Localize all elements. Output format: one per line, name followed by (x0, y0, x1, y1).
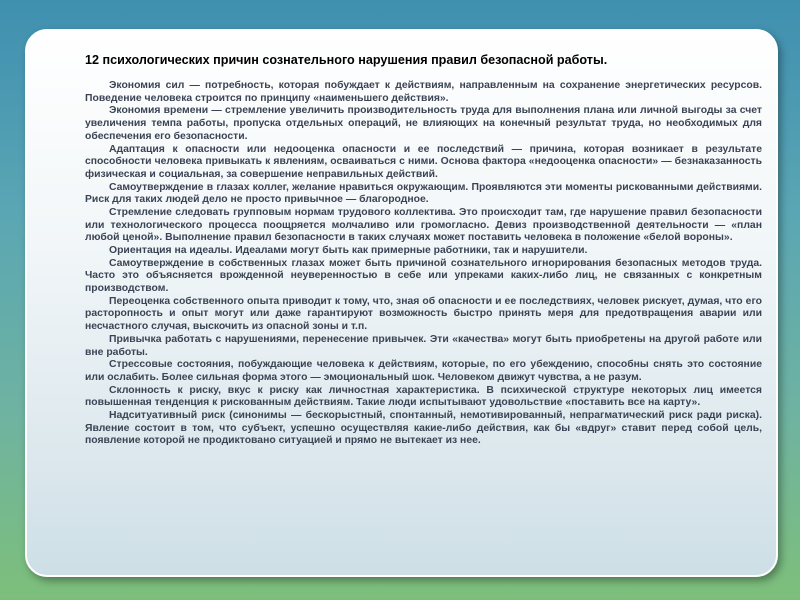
paragraph-group-norms: Стремление следовать групповым нормам трудового коллектива. Это происходит там, где нарушение правил безопасности или технологического процесса поощряется молчаливо или громогласно. Девиз производственной деятельности — «план любой ценой». Выполнение правил безопасности в таких случаях может поставить человека в положение «белой вороны». (85, 206, 762, 244)
paragraph-self-assertion-colleagues: Самоутверждение в глазах коллег, желание нравиться окружающим. Проявляются эти моменты рискованными действиями. Риск для таких людей дело не просто привычное — благородное. (85, 181, 762, 206)
paragraph-risk-propensity: Склонность к риску, вкус к риску как личностная характеристика. В психической структуре некоторых лиц имеется повышенная тенденция к рискованным действиям. Такие люди испытывают удовольствие «поставить все на карту». (85, 384, 762, 409)
paragraph-economy-of-effort: Экономия сил — потребность, которая побуждает к действиям, направленным на сохранение энергетических ресурсов. Поведение человека строится по принципу «наименьшего действия». (85, 80, 762, 104)
slide-panel (25, 29, 778, 577)
slide-content (85, 80, 762, 448)
paragraph-danger-adaptation: Адаптация к опасности или недооценка опасности и ее последствий — причина, которая возникает в результате способности человека привыкать к явлениям, осваиваться с ними. Основа фактора «недооценка опасности» — безнаказанность физическая и социальная, за совершение неправильных действий. (85, 143, 762, 180)
paragraph-ideals-orientation: Ориентация на идеалы. Идеалами могут быть как примерные работники, так и нарушители. (109, 245, 588, 257)
paragraph-experience-overestimation: Переоценка собственного опыта приводит к тому, что, зная об опасности и ее последствиях, человек рискует, думая, что его расторопность и опыт могут или даже гарантируют возможность быстро принять меря для предотвращения аварии или несчастного случая, выскочить из опасной зоны и т.п. (85, 295, 762, 333)
paragraph-habit-violations: Привычка работать с нарушениями, перенесение привычек. Эти «качества» могут быть приобретены на другой работе или вне работы. (85, 333, 762, 358)
paragraph-self-assertion-own: Самоутверждение в собственных глазах может быть причиной сознательного игнорирования безопасных методов труда. Часто это объясняется врожденной неуверенностью в себе или упреками каких-либо лиц, не связанных с конкретным производством. (85, 257, 762, 295)
paragraph-suprasituational-risk: Надситуативный риск (синонимы — бескорыстный, спонтанный, немотивированный, непрагматический риск ради риска). Явление состоит в том, что субъект, успешно осуществляя какие-либо действия, как бы «вдруг» ставит перед собой цель, появление которой не продиктовано ситуацией и прямо не вытекает из нее. (85, 409, 762, 447)
slide-title: 12 психологических причин сознательного нарушения правил безопасной работы. (85, 53, 608, 67)
paragraph-economy-of-time: Экономия времени — стремление увеличить производительность труда для выполнения плана или личной выгоды за счет увеличения темпа работы, пропуска отдельных операций, не влияющих на конечный результат труда, но необходимых для обеспечения его безопасности. (85, 105, 762, 142)
paragraph-stress-states: Стрессовые состояния, побуждающие человека к действиям, которые, по его убеждению, способны снять это состояние или ослабить. Более сильная форма этого — эмоциональный шок. Человеком движут чувства, а не разум. (85, 359, 762, 383)
